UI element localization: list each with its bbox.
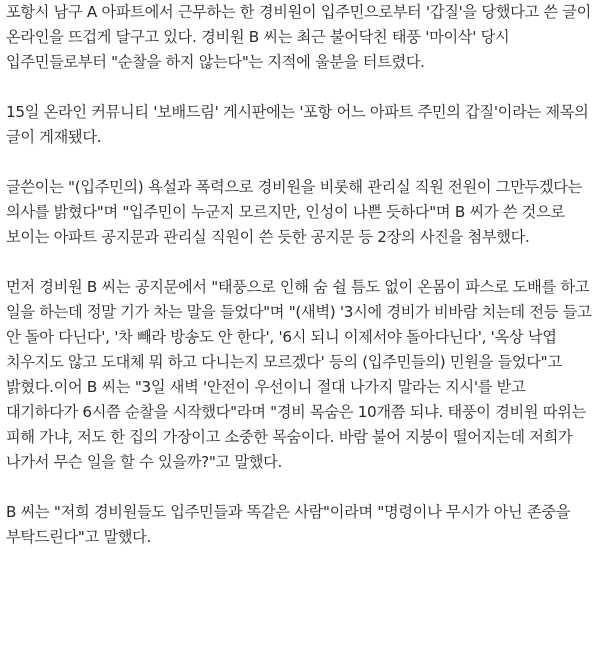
paragraph-intro: 포항시 남구 A 아파트에서 근무하는 한 경비원이 입주민으로부터 '갑질'을 당했다고 쓴 글이 온라인을 뜨겁게 달구고 있다. 경비원 B 씨는 최근 불어닥친 태풍 '마이삭' 당시 입주민들로부터 "순찰을 하지 않는다"는 지적에 울분을 터트렸다.	[6, 3, 596, 71]
paragraph-post-title: 15일 온라인 커뮤니티 '보배드림' 게시판에는 '포항 어느 아파트 주민의 갑질'이라는 제목의 글이 게재됐다.	[6, 103, 594, 146]
paragraph-author-claim: 글쓴이는 "(입주민의) 욕설과 폭력으로 경비원을 비롯해 관리실 직원 전원이 그만두겠다는 의사를 밝혔다"며 "입주민이 누군지 모르지만, 인성이 나쁜 듯하다"며 B 씨가 쓴 것으로 보이는 아파트 공지문과 관리실 직원이 쓴 듯한 공지문 등 2장의 사진을 첨부했다.	[6, 178, 587, 246]
paragraph-guard-notice: 먼저 경비원 B 씨는 공지문에서 "태풍으로 인해 숨 쉴 틈도 없이 온몸이 파스로 도배를 하고 일을 하는데 정말 기가 차는 말을 들었다"며 "(새벽) '3시에 경비가 비바람 치는데 전등 들고 안 돌아 다닌다', '차 빼라 방송도 안 한다', '6시 되니 이제서야 돌아다닌다', '옥상 낙엽 치우지도 않고 도대체 뭐 하고 다니는지 모르겠다' 등의 (입주민들의) 민원을 들었다"고 밝혔다.이어 B 씨는 "3일 새벽 '안전이 우선이니 절대 나가지 말라는 지시'를 받고 대기하다가 6시쯤 순찰을 시작했다"라며 "경비 목숨은 10개쯤 되냐. 태풍이 경비원 따위는 피해 가냐, 저도 한 집의 가장이고 소중한 목숨이다. 바람 불어 지붕이 떨어지는데 저희가 나가서 무슨 일을 할 수 있을까?"고 말했다.	[6, 278, 596, 471]
paragraph-closing-quote: B 씨는 "저희 경비원들도 입주민들과 똑같은 사람"이라며 "명령이나 무시가 아닌 존중을 부탁드린다"고 말했다.	[6, 503, 575, 546]
article-body	[6, 0, 594, 550]
